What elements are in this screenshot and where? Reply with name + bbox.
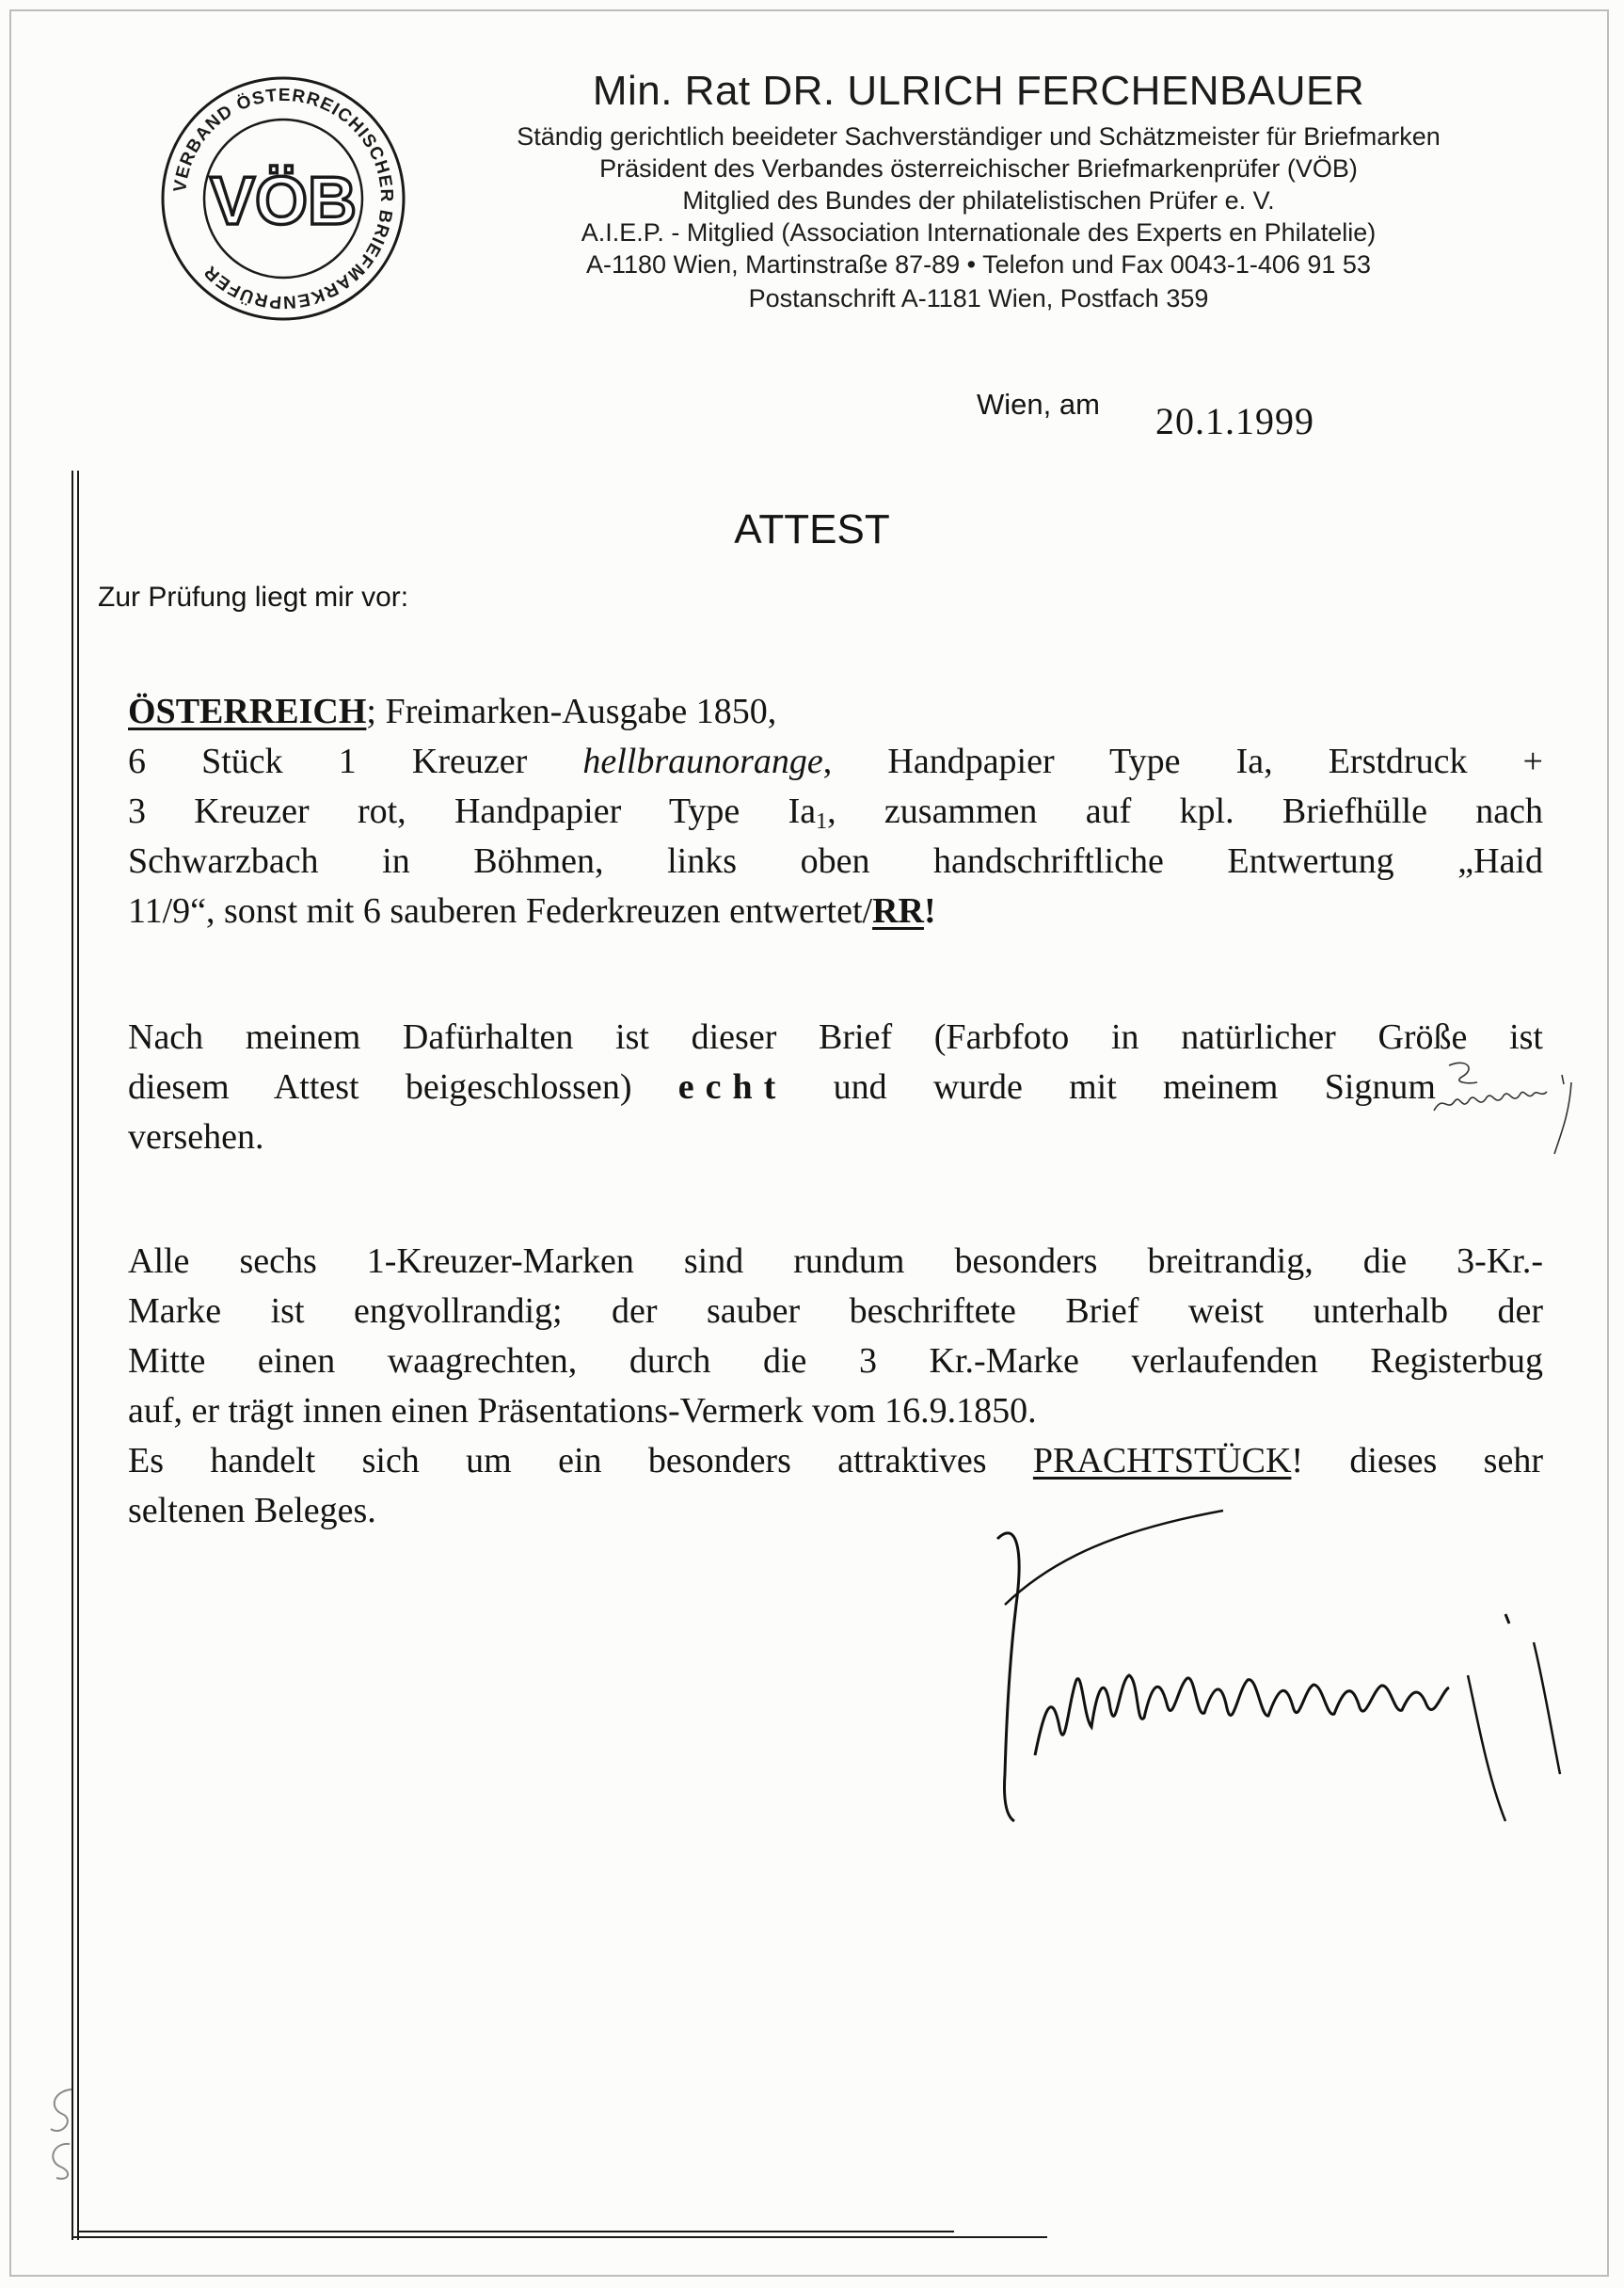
voeb-seal [156, 72, 410, 326]
condition-paragraph: Alle sechs 1-Kreuzer-Marken sind rundum besonders breitrandig, die 3-Kr.- Marke ist engvollrandig; der sauber beschriftete Brief weist unterhalb der Mitte einen waagrechten, durch die 3 Kr.-Marke verlaufenden Registerbug auf, er trägt innen einen Präsentations-Vermerk vom 16.9.1850. Es handelt sich um ein besonders attraktives PRACHTSTÜCK! dieses sehr seltenen Beleges. [128, 1241, 1543, 1530]
left-rule [72, 471, 73, 2240]
quality-grade: PRACHTSTÜCK [1032, 1441, 1292, 1480]
verdict-paragraph: Nach meinem Dafürhalten ist dieser Brief (Farbfoto in natürlicher Größe ist diesem Attest beigeschlossen) echt und wurde mit meinem Signum versehen. [128, 1017, 1543, 1157]
seal-center-text: VÖB [209, 164, 358, 239]
rarity-rating: RR [872, 891, 924, 931]
margin-pencil-mark [34, 2080, 90, 2184]
date-label: Wien, am [977, 388, 1100, 421]
stamp-color: hellbraunorange [582, 742, 823, 781]
seal-ring-text: VERBAND ÖSTERREICHISCHER BRIEFMARKENPRÜFER [170, 85, 397, 312]
country-name: ÖSTERREICH [128, 692, 367, 731]
signature [979, 1492, 1600, 1831]
letterhead-line-1: Ständig gerichtlich beeideter Sachverständiger und Schätzmeister für Briefmarken [517, 122, 1441, 151]
document-title: ATTEST [734, 506, 890, 552]
signum-mark [1430, 1056, 1581, 1160]
date-value: 20.1.1999 [1155, 400, 1314, 442]
expert-name: Min. Rat DR. ULRICH FERCHENBAUER [592, 68, 1365, 114]
intro-text: Zur Prüfung liegt mir vor: [98, 582, 409, 613]
description-paragraph: ÖSTERREICH; Freimarken-Ausgabe 1850, 6 Stück 1 Kreuzer hellbraunorange, Handpapier Type Ia, Erstdruck + 3 Kreuzer rot, Handpapier Type $Ia_1$, zusammen auf kpl. Briefhülle nach Schwarzbach in Böhmen, links oben handschriftliche Entwertung „Haid 11/9“, sonst mit 6 sauberen Federkreuzen entwertet/RR! [128, 692, 1544, 931]
letterhead-line-4: A.I.E.P. - Mitglied (Association Internationale des Experts en Philatelie) [581, 218, 1377, 247]
bottom-rule [73, 2236, 1047, 2238]
letterhead-line-5: A-1180 Wien, Martinstraße 87-89 • Telefon und Fax 0043-1-406 91 53 [586, 250, 1371, 279]
bottom-rule-inner [79, 2231, 954, 2232]
genuine-verdict: echt [677, 1067, 788, 1107]
letterhead-line-2: Präsident des Verbandes österreichischer Briefmarkenprüfer (VÖB) [599, 154, 1358, 183]
letterhead-line-6: Postanschrift A-1181 Wien, Postfach 359 [748, 284, 1209, 312]
left-rule-inner [77, 471, 79, 2240]
letterhead-line-3: Mitglied des Bundes der philatelistischen Prüfer e. V. [682, 186, 1275, 215]
